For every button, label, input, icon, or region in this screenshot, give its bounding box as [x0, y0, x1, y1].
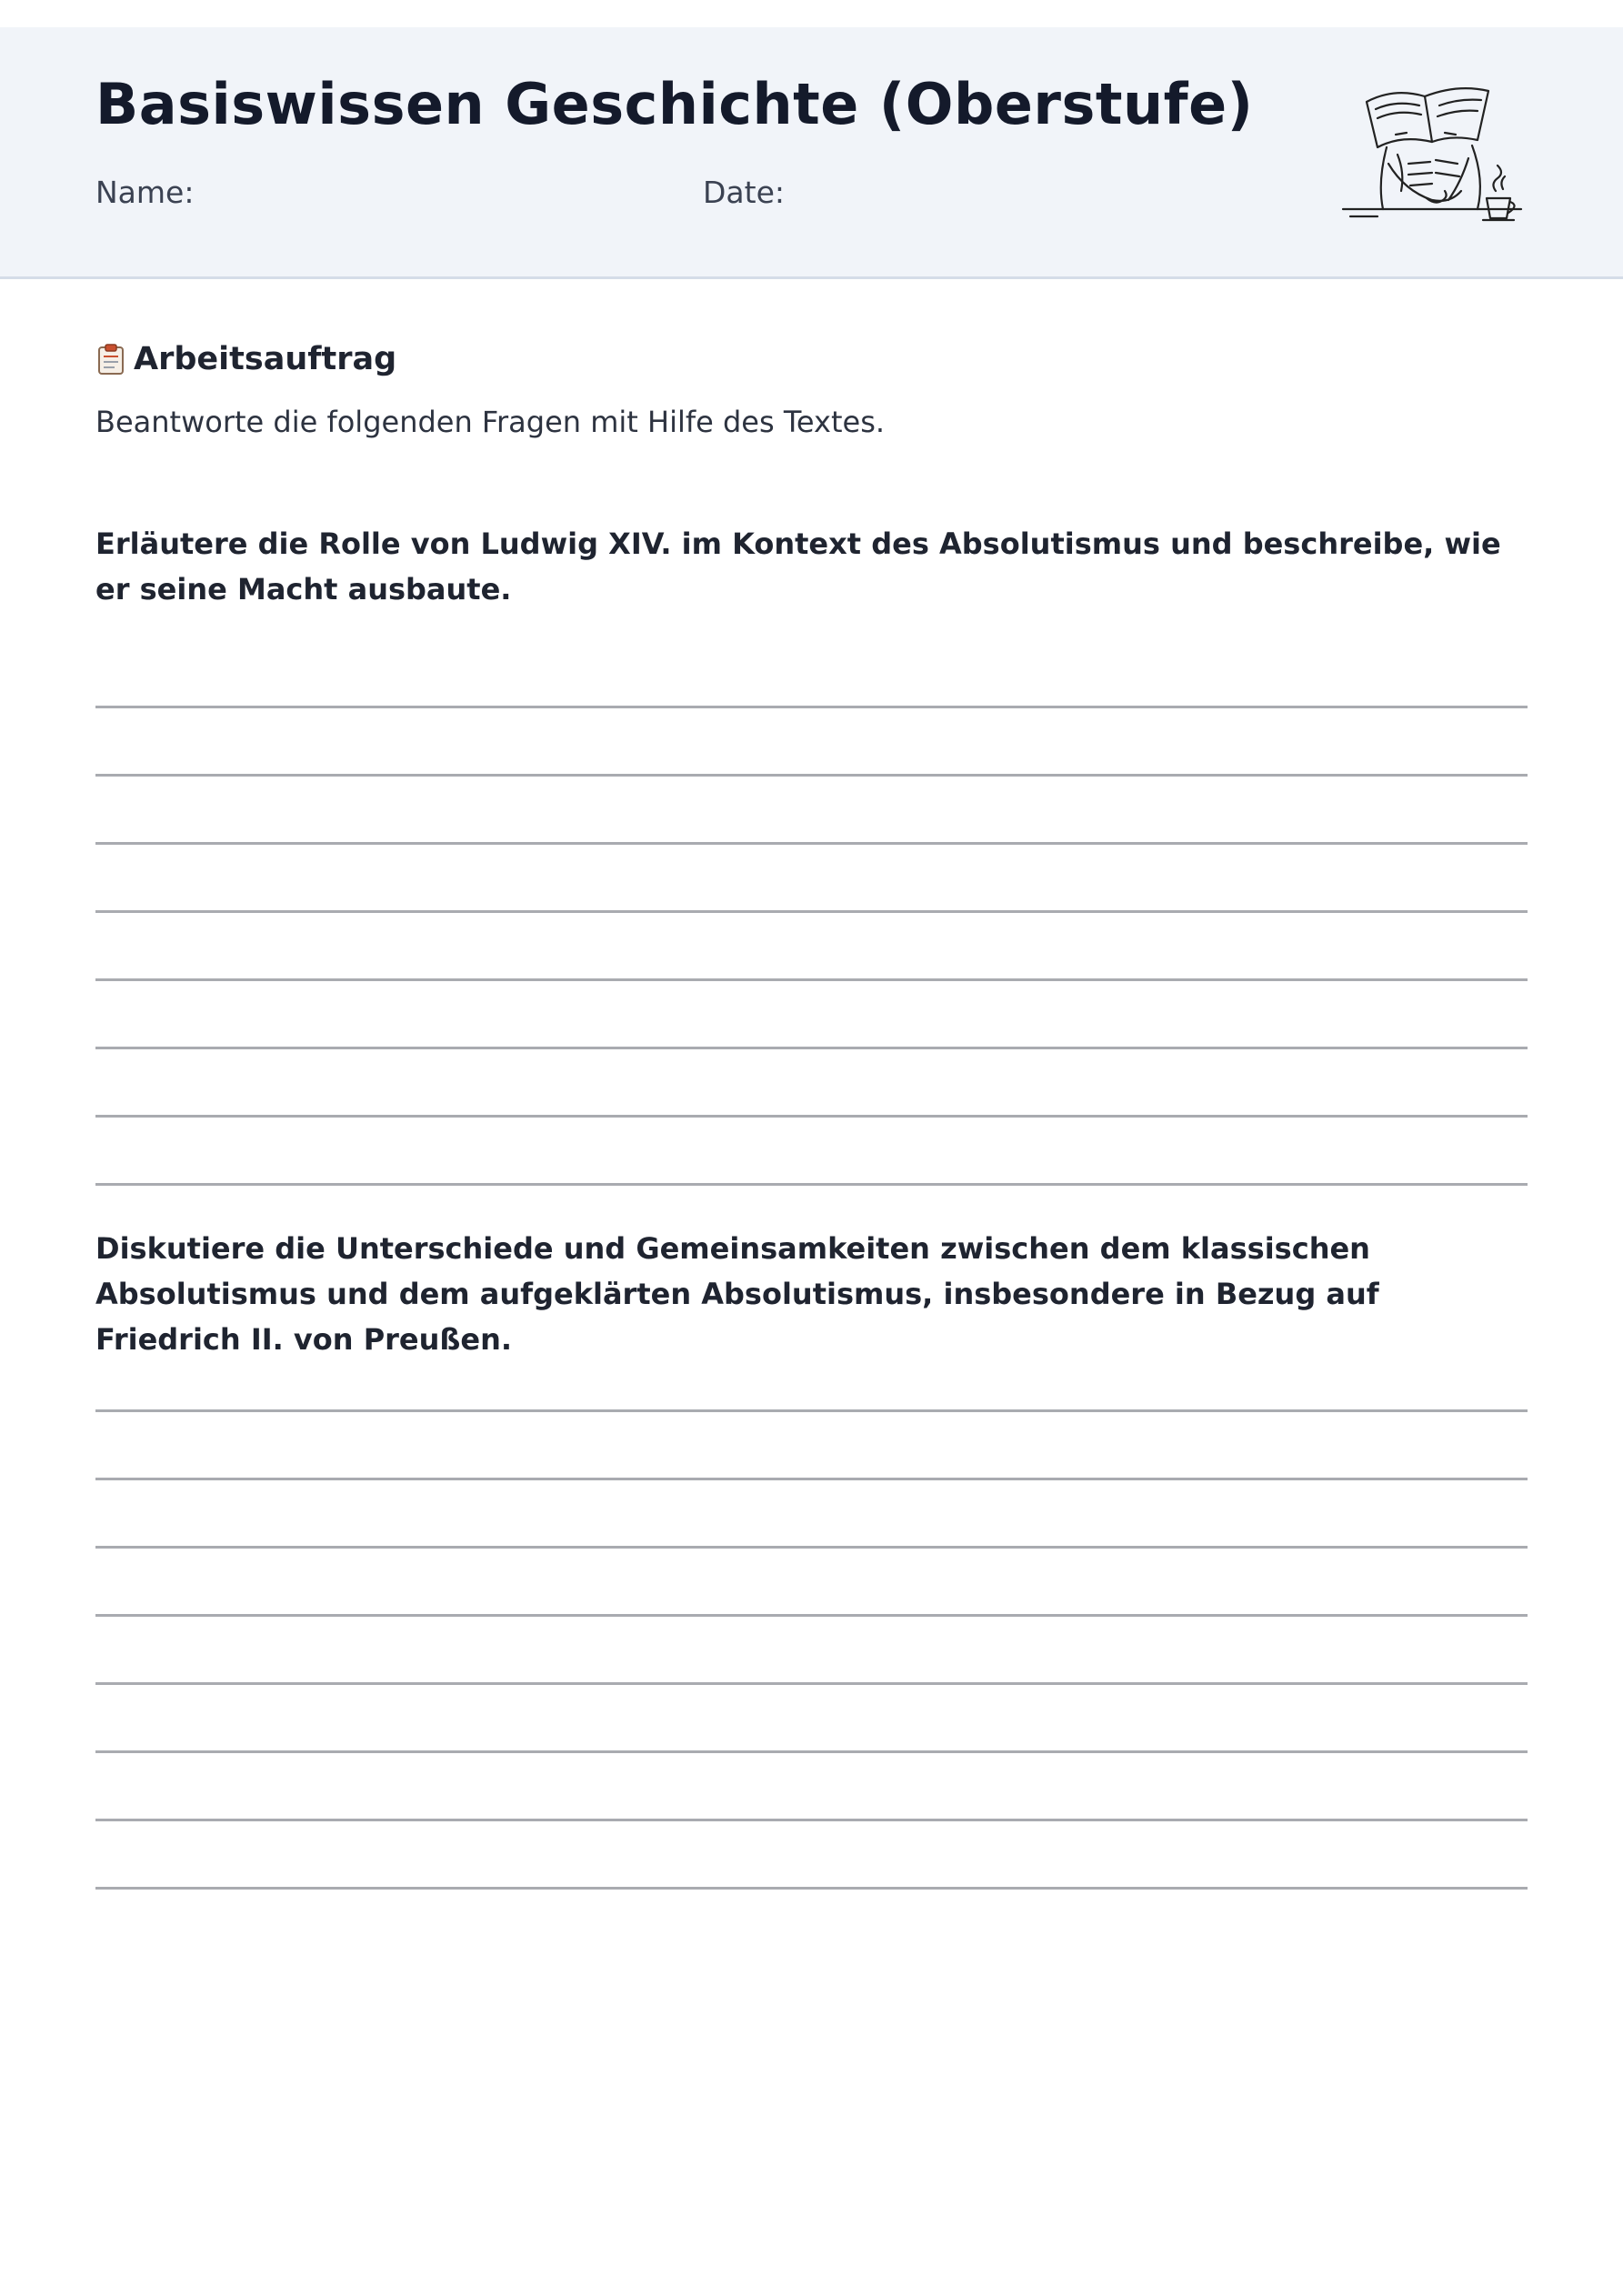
answer-line[interactable]	[95, 1750, 1528, 1753]
answer-line[interactable]	[95, 1478, 1528, 1480]
question-1: Erläutere die Rolle von Ludwig XIV. im Kontext des Absolutismus und beschreibe, wie er seine Macht ausbaute.	[95, 526, 1501, 607]
answer-line[interactable]	[95, 1682, 1528, 1685]
task-heading	[95, 341, 396, 377]
answer-line[interactable]	[95, 1047, 1528, 1049]
answer-line[interactable]	[95, 1546, 1528, 1549]
answer-line[interactable]	[95, 842, 1528, 845]
question-2: Diskutiere die Unterschiede und Gemeinsamkeiten zwischen dem klassischen Absolutismus und dem aufgeklärten Absolutismus, insbesondere in Bezug auf Friedrich II. von Preußen.	[95, 1231, 1379, 1357]
worksheet-title: Basiswissen Geschichte (Oberstufe)	[95, 71, 1254, 137]
answer-line[interactable]	[95, 706, 1528, 708]
answer-line[interactable]	[95, 1614, 1528, 1617]
answer-line[interactable]	[95, 774, 1528, 777]
answer-line[interactable]	[95, 1819, 1528, 1821]
answer-line[interactable]	[95, 1115, 1528, 1118]
answer-line[interactable]	[95, 978, 1528, 981]
date-label: Date:	[703, 175, 785, 210]
answer-line[interactable]	[95, 1409, 1528, 1412]
reading-person-illustration	[1341, 64, 1523, 236]
answer-line[interactable]	[95, 1183, 1528, 1186]
clipboard-icon	[95, 343, 126, 376]
task-heading-text: Arbeitsauftrag	[134, 341, 397, 377]
name-label: Name:	[95, 175, 195, 210]
answer-line[interactable]	[95, 1887, 1528, 1890]
answer-line[interactable]	[95, 910, 1528, 913]
task-instruction: Beantworte die folgenden Fragen mit Hilfe des Textes.	[95, 405, 886, 439]
